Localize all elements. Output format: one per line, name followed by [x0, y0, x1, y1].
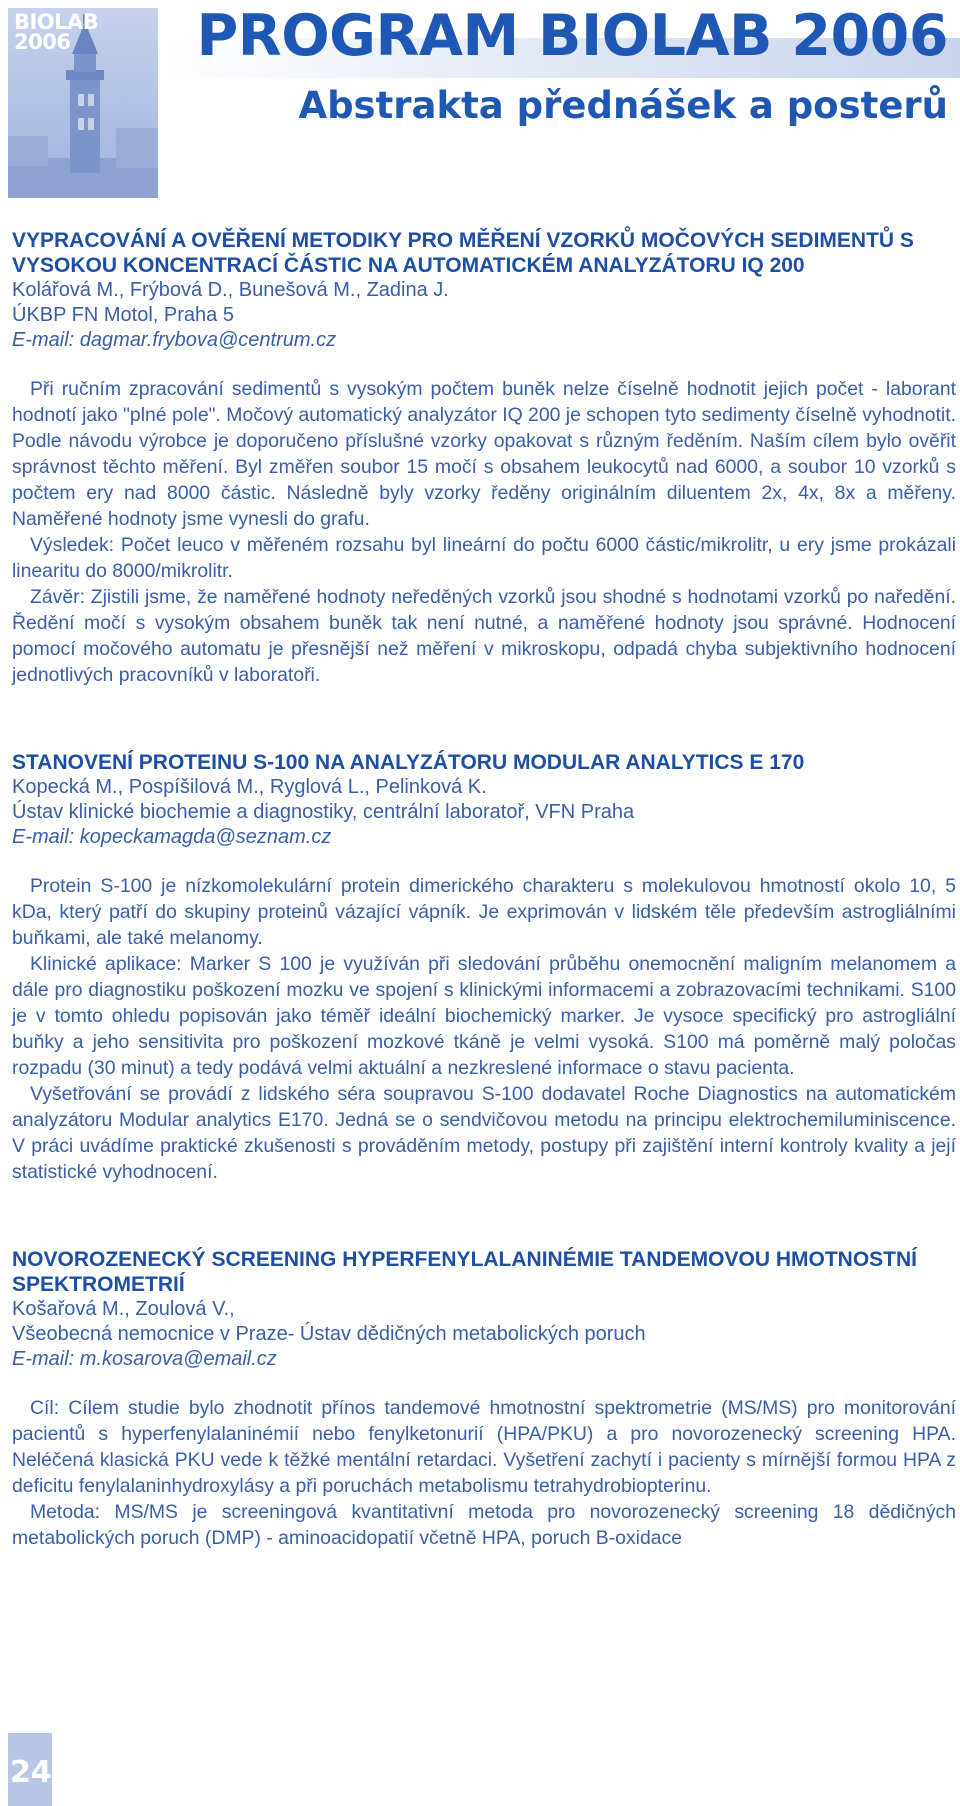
abstract-email: E-mail: m.kosarova@email.cz	[12, 1348, 277, 1370]
abstract-paragraph: Závěr: Zjistili jsme, že naměřené hodnoty neředěných vzorků jsou shodné s hodnotami vzorků po naředění. Ředění močí s vysokým obsahem buněk tak není nutné, a naměřené hodnoty jsou správné. Hodnocení pomocí močového automatu je přesnější než měření v mikroskopu, odpadá chyba subjektivního hodnocení jednotlivých pracovníků v laboratoři.	[12, 586, 956, 686]
abstract-authors: Kopecká M., Pospíšilová M., Ryglová L., Pelinková K.	[12, 776, 487, 798]
abstract-email: E-mail: kopeckamagda@seznam.cz	[12, 826, 332, 848]
abstract-paragraph: Při ručním zpracování sedimentů s vysokým počtem buněk nelze číselně hodnotit jejich počet - laborant hodnotí jako "plné pole". Močový automatický analyzátor IQ 200 je schopen tyto sedimenty číselně vyhodnotit. Podle návodu výrobce je doporučeno příslušné vzorky opakovat s různým ředěním. Naším cílem bylo ověřit správnost těchto měření. Byl změřen soubor 15 močí s obsahem leukocytů nad 6000, a soubor 10 vzorků s počtem ery nad 8000 částic. Následně byly vzorky ředěny originálním diluentem 2x, 4x, 8x a měřeny. Naměřené hodnoty jsme vynesli do grafu.	[12, 378, 956, 530]
abstract-paragraph: Výsledek: Počet leuco v měřeném rozsahu byl lineární do počtu 6000 částic/mikrolitr, u ery jsme prokázali linearitu do 8000/mikrolitr.	[12, 534, 956, 582]
abstract-institution: Všeobecná nemocnice v Praze- Ústav dědičných metabolických poruch	[12, 1323, 646, 1345]
abstract-email: E-mail: dagmar.frybova@centrum.cz	[12, 329, 337, 351]
biolab-logo	[8, 8, 158, 198]
logo-line1: BIOLAB	[14, 10, 99, 34]
abstract-paragraph: Cíl: Cílem studie bylo zhodnotit přínos tandemové hmotnostní spektrometrie (MS/MS) pro monitorování pacientů s hyperfenylalaninémií nebo fenylketonurií (HPA/PKU) a pro novorozenecký screening HPA. Neléčená klasická PKU vede k těžké mentální retardaci. Vyšetření zachytí i pacienty s mírnější formou HPA z deficitu fenylalaninhydroxylásy a při poruchách metabolismu tetrahydrobiopterinu.	[12, 1397, 956, 1497]
abstract-paragraph: Metoda: MS/MS je screeningová kvantitativní metoda pro novorozenecký screening 18 dědičných metabolických poruch (DMP) - aminoacidopatií včetně HPA, poruch B-oxidace	[12, 1501, 956, 1549]
abstract-body	[12, 873, 956, 1185]
abstract-institution: ÚKBP FN Motol, Praha 5	[12, 304, 234, 326]
abstract-title: STANOVENÍ PROTEINU S-100 NA ANALYZÁTORU MODULAR ANALYTICS E 170	[12, 751, 805, 774]
abstract-2	[12, 750, 956, 1185]
abstract-institution: Ústav klinické biochemie a diagnostiky, centrální laboratoř, VFN Praha	[12, 801, 635, 823]
abstract-paragraph: Protein S-100 je nízkomolekulární protein dimerického charakteru s molekulovou hmotností okolo 10, 5 kDa, který patří do skupiny proteinů vázající vápník. Je exprimován v lidském těle především astrogliálními buňkami, ale také melanomy.	[12, 875, 956, 949]
page-header	[0, 0, 960, 200]
abstract-3	[12, 1247, 956, 1551]
abstract-title: VYPRACOVÁNÍ A OVĚŘENÍ METODIKY PRO MĚŘENÍ VZORKŮ MOČOVÝCH SEDIMENTŮ S VYSOKOU KONCENTRACÍ ČÁSTIC NA AUTOMATICKÉM ANALYZÁTORU IQ 200	[12, 229, 914, 277]
page-title: PROGRAM BIOLAB 2006	[196, 3, 948, 69]
page-number-badge	[8, 1733, 52, 1806]
abstracts-content	[12, 228, 956, 1613]
abstract-body	[12, 1395, 956, 1551]
abstract-authors: Kolářová M., Frýbová D., Bunešová M., Zadina J.	[12, 279, 449, 301]
abstract-paragraph: Klinické aplikace: Marker S 100 je využíván při sledování průběhu onemocnění maligním melanomem a dále pro diagnostiku poškození mozku ve spojení s klinickými informacemi a zobrazovacími technikami. S100 je v tomto ohledu popisován jako téměř ideální biochemický marker. Je vysoce specifický pro astrogliální buňky a jeho sensitivita pro poškození mozkové tkáně je velmi vysoká. S100 má poměrně malý poločas rozpadu (30 minut) a tedy podává velmi aktuální a nezkreslené informace o stavu pacienta.	[12, 953, 956, 1079]
abstract-authors: Košařová M., Zoulová V.,	[12, 1298, 235, 1320]
abstract-body	[12, 376, 956, 688]
page-number: 24	[10, 1755, 52, 1790]
page-subtitle: Abstrakta přednášek a posterů	[298, 84, 948, 127]
abstract-1	[12, 228, 956, 688]
abstract-title: NOVOROZENECKÝ SCREENING HYPERFENYLALANINÉMIE TANDEMOVOU HMOTNOSTNÍ SPEKTROMETRIÍ	[12, 1248, 917, 1296]
logo-text	[14, 12, 98, 52]
abstract-paragraph: Vyšetřování se provádí z lidského séra soupravou S-100 dodavatel Roche Diagnostics na automatickém analyzátoru Modular analytics E170. Jedná se o sendvičovou metodu na principu elektrochemiluminiscence. V práci uvádíme praktické zkušenosti s prováděním metody, postupy při zajištění interní kontroly kvality a její statistické vyhodnocení.	[12, 1083, 956, 1183]
logo-line2: 2006	[14, 30, 71, 54]
